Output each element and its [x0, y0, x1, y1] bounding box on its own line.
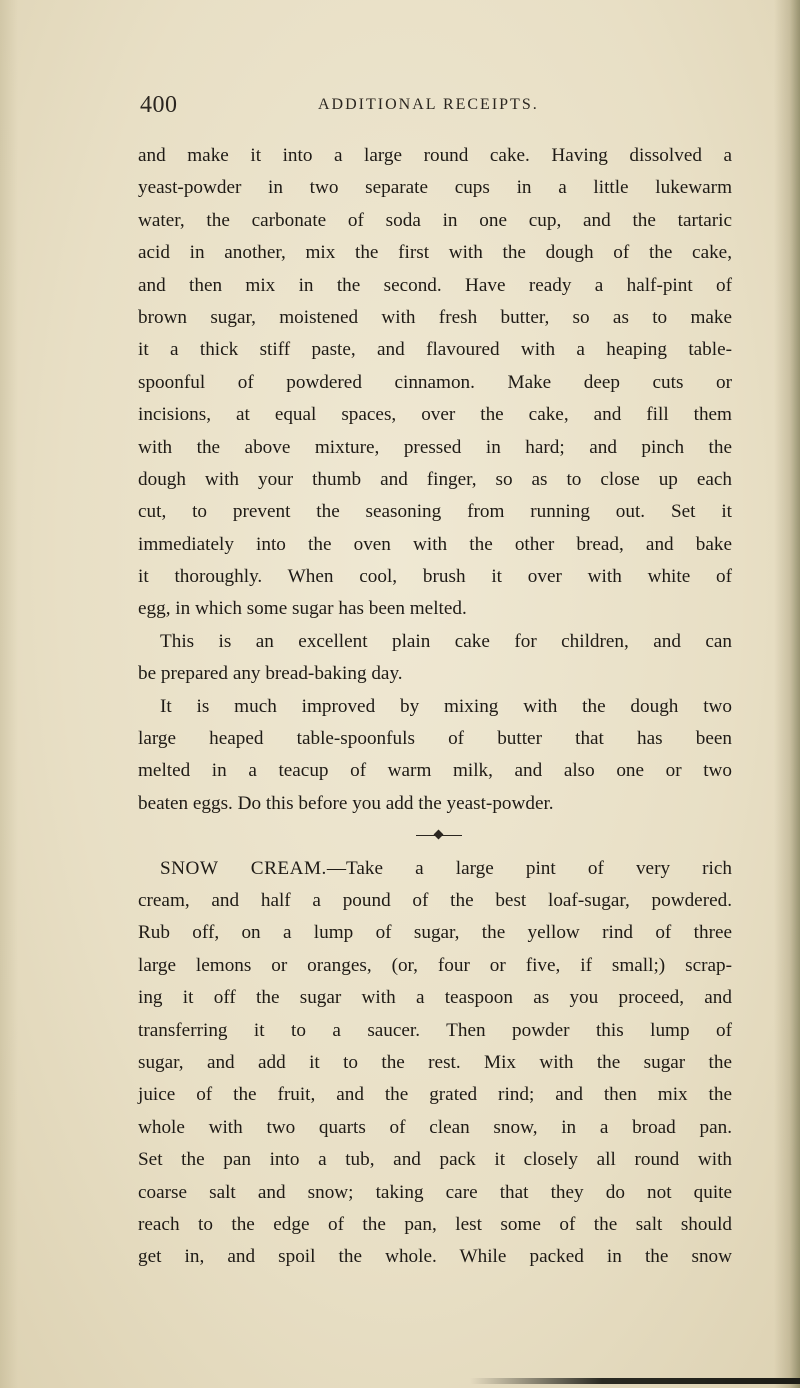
running-head: ADDITIONAL RECEIPTS.	[318, 96, 539, 113]
text-line: immediately into the oven with the other bread, and bake	[138, 533, 732, 555]
text-line: Rub off, on a lump of sugar, the yellow rind of three	[138, 922, 732, 944]
recipe-first-line	[138, 853, 732, 885]
text-line: cream, and half a pound of the best loaf-sugar, powdered.	[138, 889, 732, 911]
text-line: coarse salt and snow; taking care that they do not quite	[138, 1181, 732, 1203]
body-text	[138, 140, 732, 1274]
text-line: and then mix in the second. Have ready a half-pint of	[138, 274, 732, 296]
text-line: whole with two quarts of clean snow, in a broad pan.	[138, 1116, 732, 1138]
recipe-heading: SNOW CREAM.	[160, 857, 327, 879]
text-line: sugar, and add it to the rest. Mix with the sugar the	[138, 1051, 732, 1073]
text-line: water, the carbonate of soda in one cup, and the tartaric	[138, 209, 732, 231]
text-line: beaten eggs. Do this before you add the yeast-powder.	[138, 792, 554, 814]
text-line: incisions, at equal spaces, over the cake, and fill them	[138, 404, 732, 426]
text-line: brown sugar, moistened with fresh butter, so as to make	[138, 306, 732, 328]
text-line: ing it off the sugar with a teaspoon as you proceed, and	[138, 987, 732, 1009]
text-line: It is much improved by mixing with the dough two	[160, 695, 732, 717]
text-line: it thoroughly. When cool, brush it over with white of	[138, 566, 732, 588]
diamond-ornament-icon	[434, 830, 444, 840]
text-line: be prepared any bread-baking day.	[138, 663, 403, 685]
text-line: acid in another, mix the first with the dough of the cake,	[138, 242, 732, 264]
text-line: melted in a teacup of warm milk, and also one or two	[138, 760, 732, 782]
page-number: 400	[140, 92, 178, 118]
text-line: it a thick stiff paste, and flavoured with a heaping table-	[138, 339, 732, 361]
text-line: Set the pan into a tub, and pack it closely all round with	[138, 1149, 732, 1171]
text-line: with the above mixture, pressed in hard; and pinch the	[138, 436, 732, 458]
text-line: and make it into a large round cake. Having dissolved a	[138, 145, 732, 166]
text-line: spoonful of powdered cinnamon. Make deep cuts or	[138, 371, 732, 393]
text-line: yeast-powder in two separate cups in a little lukewarm	[138, 177, 732, 199]
text-line: large lemons or oranges, (or, four or five, if small;) scrap-	[138, 954, 732, 976]
text-line: cut, to prevent the seasoning from running out. Set it	[138, 501, 732, 523]
text-line: transferring it to a saucer. Then powder this lump of	[138, 1019, 732, 1041]
text-line: large heaped table-spoonfuls of butter that has been	[138, 728, 732, 750]
text-line: This is an excellent plain cake for children, and can	[160, 630, 732, 652]
text-line: reach to the edge of the pan, lest some of the salt should	[138, 1213, 732, 1235]
text-line: get in, and spoil the whole. While packed in the snow	[138, 1246, 732, 1268]
page-header	[0, 92, 800, 122]
text-line: dough with your thumb and finger, so as to close up each	[138, 468, 732, 490]
text-line: —Take a large pint of very rich	[326, 857, 733, 879]
page-right-shadow	[774, 0, 800, 1388]
section-divider	[138, 820, 732, 852]
text-line: juice of the fruit, and the grated rind; and then mix the	[138, 1084, 732, 1106]
text-line: egg, in which some sugar has been melted.	[138, 598, 467, 620]
bottom-edge-rule	[470, 1378, 800, 1384]
page-left-shadow	[0, 0, 18, 1388]
